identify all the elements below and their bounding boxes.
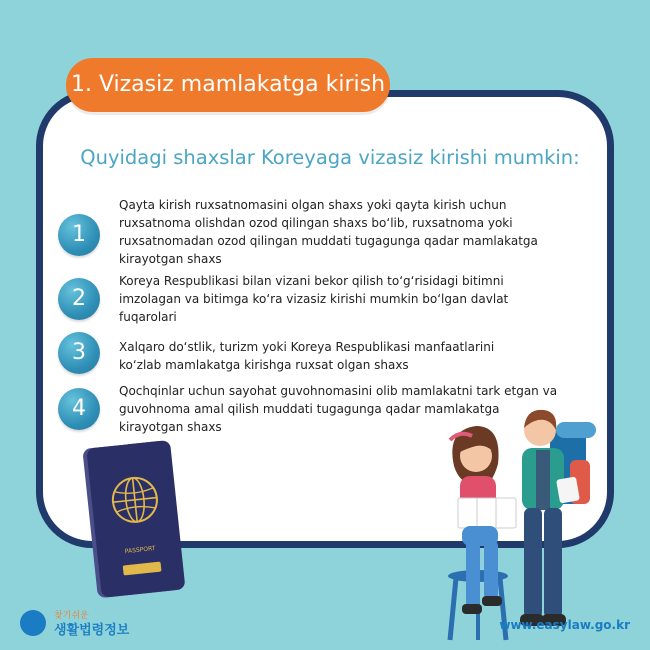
footer-url-link[interactable]: www.easylaw.go.kr	[499, 618, 630, 632]
section-title: 1. Vizasiz mamlakatga kirish	[66, 58, 390, 112]
text-line: fuqarolari	[119, 310, 177, 324]
list-item-text	[119, 196, 589, 268]
logo-main-text: 생활법령정보	[54, 623, 130, 638]
text-line: kirayotgan shaxs	[119, 252, 222, 266]
list-item-text	[119, 338, 589, 374]
passport-illustration	[80, 440, 190, 600]
list-item	[58, 338, 598, 374]
text-line: ko‘zlab mamlakatga kirishga ruxsat olgan shaxs	[119, 358, 409, 372]
text-line: imzolagan va bitimga ko‘ra vizasiz kirishi mumkin bo‘lgan davlat	[119, 292, 509, 306]
number-badge: 2	[58, 278, 100, 320]
text-line: Qayta kirish ruxsatnomasini olgan shaxs yoki qayta kirish uchun	[119, 198, 507, 212]
logo-icon	[20, 610, 46, 636]
number-badge: 1	[58, 214, 100, 256]
travelers-illustration	[440, 400, 620, 645]
text-line: ruxsatnomadan ozod qilingan muddati tugagunga qadar mamlakatga	[119, 234, 538, 248]
section-subtitle: Quyidagi shaxslar Koreyaga vizasiz kirishi mumkin:	[80, 146, 580, 169]
text-line: Xalqaro do‘stlik, turizm yoki Koreya Respublikasi manfaatlarini	[119, 340, 495, 354]
text-line: Koreya Respublikasi bilan vizani bekor qilish to‘g‘risidagi bitimni	[119, 274, 504, 288]
number-badge: 4	[58, 388, 100, 430]
text-line: kirayotgan shaxs	[119, 420, 222, 434]
list-item-text	[119, 272, 589, 326]
text-line: guvohnoma amal qilish muddati tugagunga qadar mamlakatga	[119, 402, 500, 416]
logo-small-text: 찾기쉬운	[54, 611, 89, 621]
text-line: ruxsatnoma olishdan ozod qilingan shaxs bo‘lib, ruxsatnoma yoki	[119, 216, 513, 230]
list-item	[58, 196, 598, 268]
passport-label: PASSPORT	[124, 545, 156, 556]
text-line: Qochqinlar uchun sayohat guvohnomasini olib mamlakatni tark etgan va	[119, 384, 558, 398]
list-item	[58, 272, 598, 328]
number-badge: 3	[58, 332, 100, 374]
